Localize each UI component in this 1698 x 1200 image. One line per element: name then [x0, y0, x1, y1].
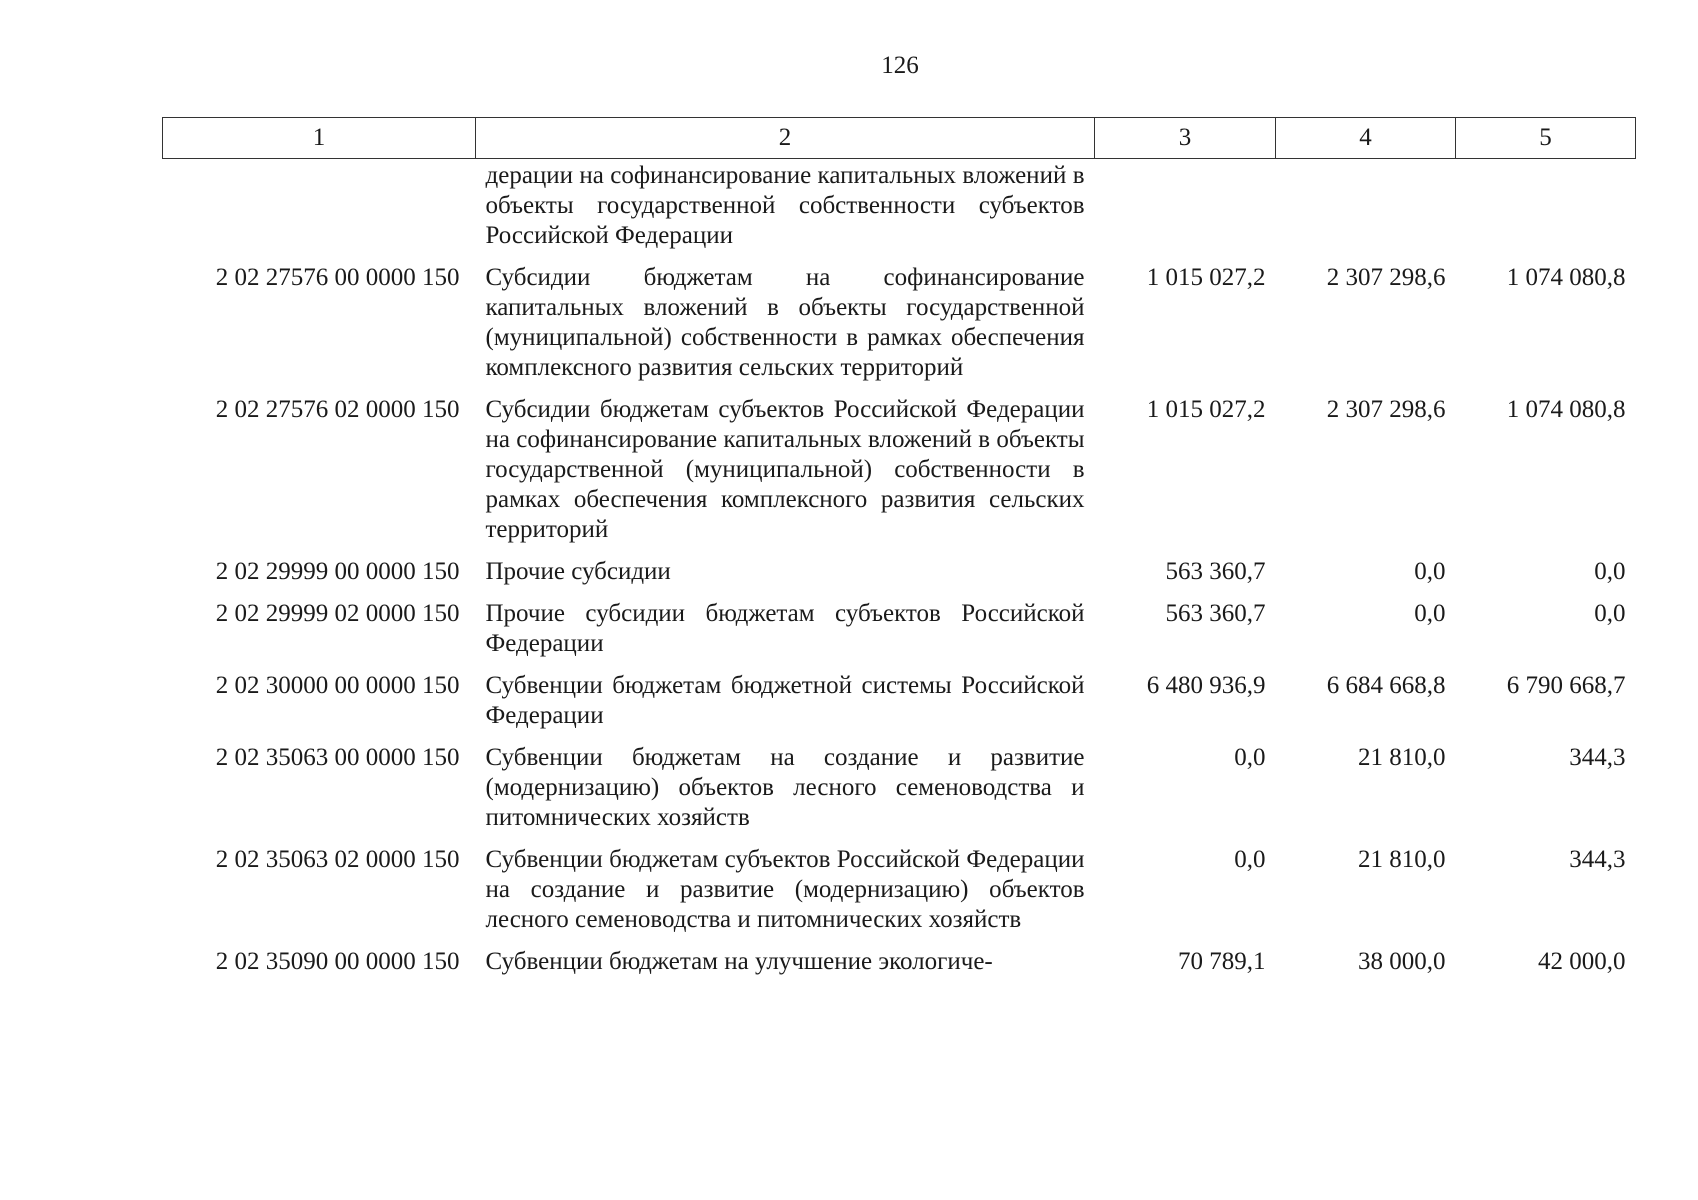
budget-code: 2 02 29999 02 0000 150	[215, 600, 460, 627]
amount-col3	[1095, 159, 1276, 264]
amount-col4: 2 307 298,6	[1326, 396, 1446, 423]
table-row	[163, 599, 1636, 671]
header-row	[163, 118, 1636, 159]
budget-code	[163, 159, 476, 264]
table-row	[163, 159, 1636, 264]
amount-col3: 70 789,1	[1178, 948, 1266, 975]
column-header-4: 4	[1276, 118, 1456, 159]
table-row	[163, 845, 1636, 947]
table-body	[163, 159, 1636, 990]
amount-col5: 6 790 668,7	[1506, 672, 1626, 699]
amount-col5: 1 074 080,8	[1506, 396, 1626, 423]
amount-col5: 1 074 080,8	[1506, 264, 1626, 291]
item-description: Субвенции бюджетам на улучшение экологиче-	[485, 948, 993, 975]
item-description: Субвенции бюджетам бюджетной системы Российской Федерации	[485, 672, 1085, 729]
column-header-1: 1	[163, 118, 476, 159]
budget-code: 2 02 35063 02 0000 150	[215, 846, 460, 873]
amount-col5: 344,3	[1569, 744, 1626, 771]
amount-col4: 0,0	[1414, 600, 1446, 627]
column-header-2: 2	[476, 118, 1095, 159]
table-header	[163, 118, 1636, 159]
page-number: 126	[881, 52, 919, 79]
budget-code: 2 02 35090 00 0000 150	[215, 948, 460, 975]
item-description: Субсидии бюджетам на софинансирование капитальных вложений в объекты государственной (муниципальной) собственности в рамках обеспечения комплексного развития сельских территорий	[485, 264, 1085, 381]
amount-col5	[1456, 159, 1636, 264]
amount-col3: 1 015 027,2	[1146, 264, 1266, 291]
item-description: Прочие субсидии бюджетам субъектов Российской Федерации	[485, 600, 1085, 657]
budget-code: 2 02 35063 00 0000 150	[215, 744, 460, 771]
column-header-5: 5	[1456, 118, 1636, 159]
amount-col5: 42 000,0	[1538, 948, 1626, 975]
table-row	[163, 263, 1636, 395]
item-description: Субвенции бюджетам на создание и развитие (модернизацию) объектов лесного семеноводства и питомнических хозяйств	[485, 744, 1085, 831]
amount-col4: 21 810,0	[1358, 846, 1446, 873]
amount-col3: 0,0	[1234, 744, 1266, 771]
item-description: Субвенции бюджетам субъектов Российской Федерации на создание и развитие (модернизацию) объектов лесного семеноводства и питомнических хозяйств	[485, 846, 1085, 933]
table-row	[163, 743, 1636, 845]
table-row	[163, 671, 1636, 743]
budget-code: 2 02 27576 00 0000 150	[215, 264, 460, 291]
budget-code: 2 02 30000 00 0000 150	[215, 672, 460, 699]
budget-revenue-table	[162, 117, 1636, 989]
table-row	[163, 395, 1636, 557]
amount-col4: 38 000,0	[1358, 948, 1446, 975]
amount-col5: 0,0	[1594, 600, 1626, 627]
item-description: дерации на софинансирование капитальных вложений в объекты государственной собственности субъектов Российской Федерации	[485, 162, 1085, 249]
amount-col5: 0,0	[1594, 558, 1626, 585]
amount-col4: 6 684 668,8	[1326, 672, 1446, 699]
amount-col3: 1 015 027,2	[1146, 396, 1266, 423]
item-description: Прочие субсидии	[485, 558, 671, 585]
amount-col4	[1276, 159, 1456, 264]
amount-col4: 2 307 298,6	[1326, 264, 1446, 291]
amount-col3: 563 360,7	[1165, 558, 1266, 585]
amount-col4: 21 810,0	[1358, 744, 1446, 771]
amount-col4: 0,0	[1414, 558, 1446, 585]
item-description: Субсидии бюджетам субъектов Российской Федерации на софинансирование капитальных вложений в объекты государственной (муниципальной) собственности в рамках обеспечения комплексного развития сельских территорий	[485, 396, 1085, 543]
amount-col3: 0,0	[1234, 846, 1266, 873]
budget-code: 2 02 27576 02 0000 150	[215, 396, 460, 423]
amount-col5: 344,3	[1569, 846, 1626, 873]
amount-col3: 563 360,7	[1165, 600, 1266, 627]
table-row	[163, 947, 1636, 989]
amount-col3: 6 480 936,9	[1146, 672, 1266, 699]
budget-code: 2 02 29999 00 0000 150	[215, 558, 460, 585]
table-row	[163, 557, 1636, 599]
column-header-3: 3	[1095, 118, 1276, 159]
